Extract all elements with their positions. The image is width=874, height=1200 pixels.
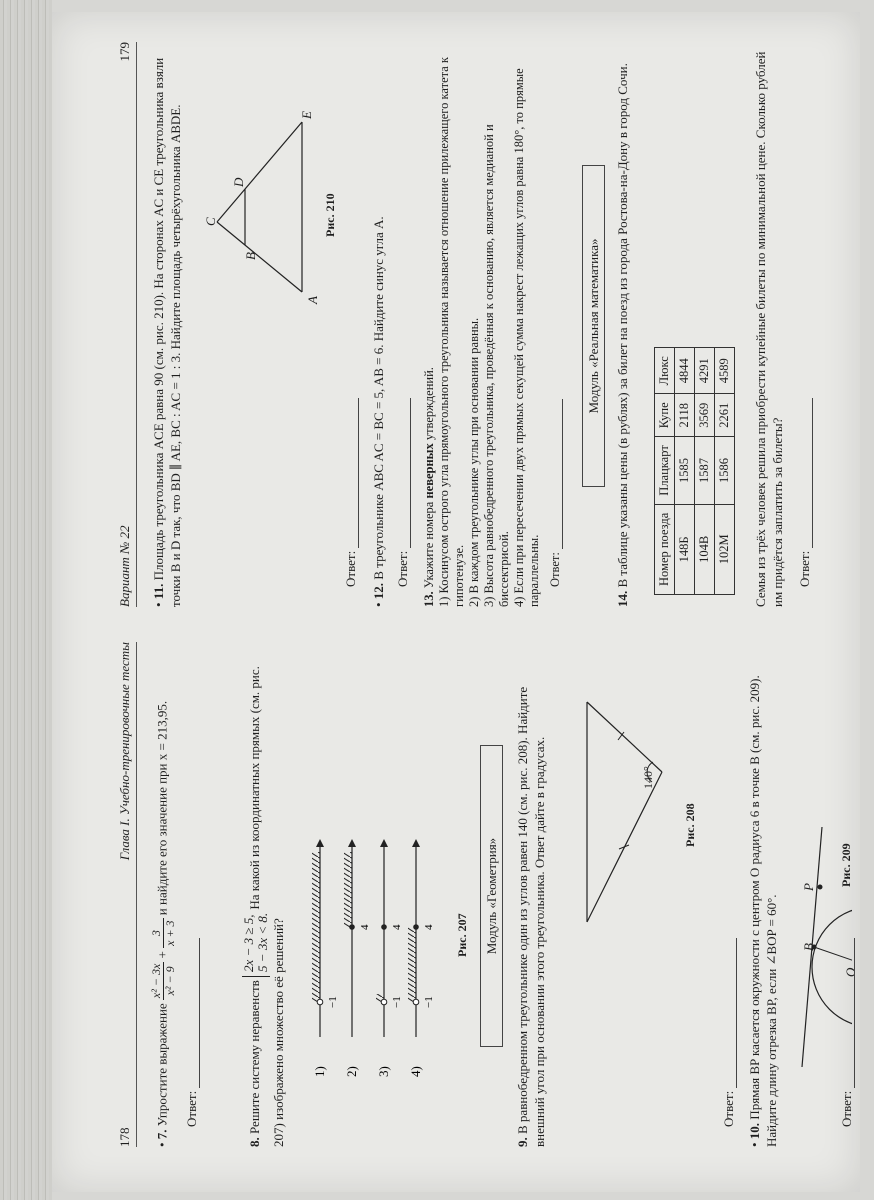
task-text: утверждений. (422, 367, 436, 441)
answer-line[interactable] (187, 938, 200, 1088)
angle-label: 140° (641, 766, 655, 789)
answer-label: Ответ: (721, 1090, 736, 1127)
number-line-option-1[interactable] (312, 839, 324, 1037)
task-marker: • (747, 1142, 762, 1147)
page-179 (52, 42, 860, 607)
table-cell: 2261 (715, 394, 735, 437)
fraction-denominator: x + 3 (163, 920, 177, 946)
answer-label: Ответ: (343, 550, 358, 587)
task-text: Укажите номера (422, 501, 436, 589)
point-label-E: E (299, 111, 314, 119)
answer-row (183, 647, 200, 1147)
statement: 2) В каждом треугольнике углы при основании равны. (467, 317, 481, 607)
task-number: 13. (422, 591, 436, 607)
module-real-math-header: Модуль «Реальная математика» (582, 165, 605, 487)
fraction-numerator: x² − 3x (149, 963, 163, 999)
task-number: 7. (154, 1129, 170, 1140)
task-number: 10. (747, 1122, 762, 1140)
page-header (114, 42, 137, 607)
figure-caption: Рис. 209 (839, 843, 853, 887)
option-label: 2) (344, 1066, 359, 1077)
column-header: Люкс (655, 348, 675, 394)
number-line-option-2[interactable] (344, 839, 356, 1037)
inequality-system (242, 913, 270, 977)
task-number: 14. (615, 590, 630, 607)
task-text: В равнобедренном треугольнике один из углов равен 140 (см. рис. 208). Найдите внешний угол при основании этого треугольника. Ответ дайте в градусах. (515, 686, 547, 1147)
fraction-numerator: 3 (150, 918, 164, 947)
task-number: 9. (515, 1137, 530, 1147)
answer-label: Ответ: (395, 550, 410, 587)
point-label-P: P (801, 883, 816, 891)
point-label-C: C (203, 217, 218, 226)
figure-caption: Рис. 208 (683, 803, 697, 847)
task-text: В таблице указаны цены (в рублях) за билет на поезд из города Ростова-на-Дону в город Сочи. (615, 63, 630, 588)
tick-label: 4 (391, 924, 403, 930)
task-12 (370, 47, 387, 607)
answer-row (548, 47, 563, 607)
task-marker: • (154, 1142, 170, 1147)
answer-label: Ответ: (839, 1090, 854, 1127)
inequality-2: 5 − 3x < 8. (255, 912, 270, 972)
answer-line[interactable] (842, 938, 855, 1088)
tick-label: 4 (359, 924, 371, 930)
answer-line[interactable] (724, 938, 737, 1088)
answer-line[interactable] (550, 399, 563, 549)
page-header (114, 642, 137, 1147)
running-title: Глава I. Учебно-тренировочные тесты (117, 642, 132, 861)
task-14 (614, 47, 631, 607)
tick-label: −1 (423, 996, 435, 1008)
task-8 (242, 647, 287, 1147)
triangle-ace-figure (202, 107, 312, 307)
column-header: Номер поезда (655, 504, 675, 594)
task-text: Площадь треугольника ACE равна 90 (см. рис. 210). На сторонах AC и CE треугольника взяли точки B и D так, что BD ∥ AE, BC : AC = 1 : 3. Найдите площадь четырёхугольника ABDE. (151, 57, 183, 607)
figure-caption: Рис. 207 (455, 913, 469, 957)
tick-label: 4 (423, 924, 435, 930)
task-7 (150, 647, 200, 1147)
task-11 (150, 47, 184, 607)
task-14-followup: Семья из трёх человек решила приобрести купейные билеты по минимальной цене. Сколько рублей им придётся заплатить за билеты? (753, 51, 785, 607)
task-number: 8. (246, 1137, 262, 1147)
table-cell: 3569 (695, 394, 715, 437)
answer-line[interactable] (398, 398, 411, 548)
figure-210 (202, 107, 312, 307)
table-cell: 4589 (715, 348, 735, 394)
answer-row (342, 398, 359, 587)
answer-label: Ответ: (797, 550, 812, 587)
task-number: 11. (151, 583, 166, 600)
option-label: 3) (376, 1066, 391, 1077)
table-header-row (655, 348, 675, 595)
task-text-emphasis: неверных (422, 443, 436, 499)
table-row (695, 348, 715, 595)
fraction-1 (150, 962, 177, 1000)
task-9 (514, 647, 548, 1147)
statement: 4) Если при пересечении двух прямых секущей сумма накрест лежащих углов равна 180°, то прямые параллельны. (512, 68, 541, 607)
answer-row (720, 938, 737, 1127)
task-13 (422, 47, 563, 607)
rotated-spread (52, 12, 860, 1192)
task-number: 12. (371, 582, 386, 600)
binding-edge (0, 0, 52, 1200)
answer-line[interactable] (800, 398, 813, 548)
table-cell: 1585 (675, 437, 695, 504)
table-cell: 4844 (675, 348, 695, 394)
figure-208 (567, 662, 677, 932)
task-text: На какой из координатных прямых (см. рис. 207) изображено множество её решений? (246, 666, 286, 1147)
answer-line[interactable] (346, 398, 359, 548)
table-cell: 104В (695, 504, 715, 594)
task-marker: • (151, 602, 166, 607)
point-label-B: B (243, 252, 258, 260)
table-cell: 1586 (715, 437, 735, 504)
answer-label: Ответ: (184, 1090, 199, 1127)
fraction-2 (150, 918, 177, 947)
figure-caption: Рис. 210 (323, 193, 337, 237)
task-text: Решите систему неравенств (246, 980, 262, 1134)
table-cell: 2118 (675, 394, 695, 437)
page-number: 178 (117, 1127, 132, 1147)
statement: 1) Косинусом острого угла прямоугольного треугольника называется отношение прилежащего катета к гипотенузе. (437, 57, 466, 607)
number-line-option-4[interactable] (408, 839, 420, 1037)
isosceles-triangle-figure (567, 662, 677, 932)
task-text: В треугольнике ABC AC = BC = 5, AB = 6. Найдите синус угла A. (371, 216, 386, 580)
column-header: Купе (655, 394, 675, 437)
figure-207 (302, 747, 452, 1077)
option-label: 4) (408, 1066, 423, 1077)
task-10 (746, 647, 780, 1147)
table-row (715, 348, 735, 595)
table-cell: 102М (715, 504, 735, 594)
point-label-D: D (231, 177, 246, 187)
task-marker: • (371, 602, 386, 607)
page-number: 179 (117, 42, 132, 62)
number-line-option-3[interactable] (376, 839, 388, 1037)
tick-label: −1 (391, 996, 403, 1008)
task-text: и найдите его значение при x = 213,95. (154, 700, 170, 916)
statement: 3) Высота равнобедренного треугольника, проведённая к основанию, является медианой и биссектрисой. (482, 124, 511, 607)
fraction-denominator: x² − 9 (163, 966, 177, 996)
number-lines (302, 747, 452, 1077)
answer-row (394, 398, 411, 587)
table-row (675, 348, 695, 595)
point-label-B: B (801, 943, 816, 951)
plus-sign: + (154, 951, 170, 959)
column-header: Плацкарт (655, 437, 675, 504)
option-label: 1) (312, 1066, 327, 1077)
answer-label: Ответ: (548, 552, 562, 587)
point-label-O: O (843, 967, 858, 977)
table-cell: 4291 (695, 348, 715, 394)
inequality-1: 2x − 3 ≥ 5, (241, 914, 256, 972)
price-table (654, 347, 735, 595)
table-cell: 1587 (695, 437, 715, 504)
answer-row (838, 938, 855, 1127)
tick-label: −1 (327, 996, 339, 1008)
task-text: Прямая BP касается окружности с центром O радиуса 6 в точке B (см. рис. 209). Найдите длину отрезка BP, если ∠BOP = 60°. (747, 675, 779, 1147)
table-cell: 148Б (675, 504, 695, 594)
task-text: Упростите выражение (154, 1003, 170, 1127)
module-geometry-header: Модуль «Геометрия» (480, 745, 503, 1047)
answer-row (796, 398, 813, 587)
page-178 (52, 642, 860, 1147)
point-label-A: A (305, 296, 320, 304)
running-title: Вариант № 22 (117, 525, 132, 607)
price-table-wrapper (654, 347, 735, 595)
